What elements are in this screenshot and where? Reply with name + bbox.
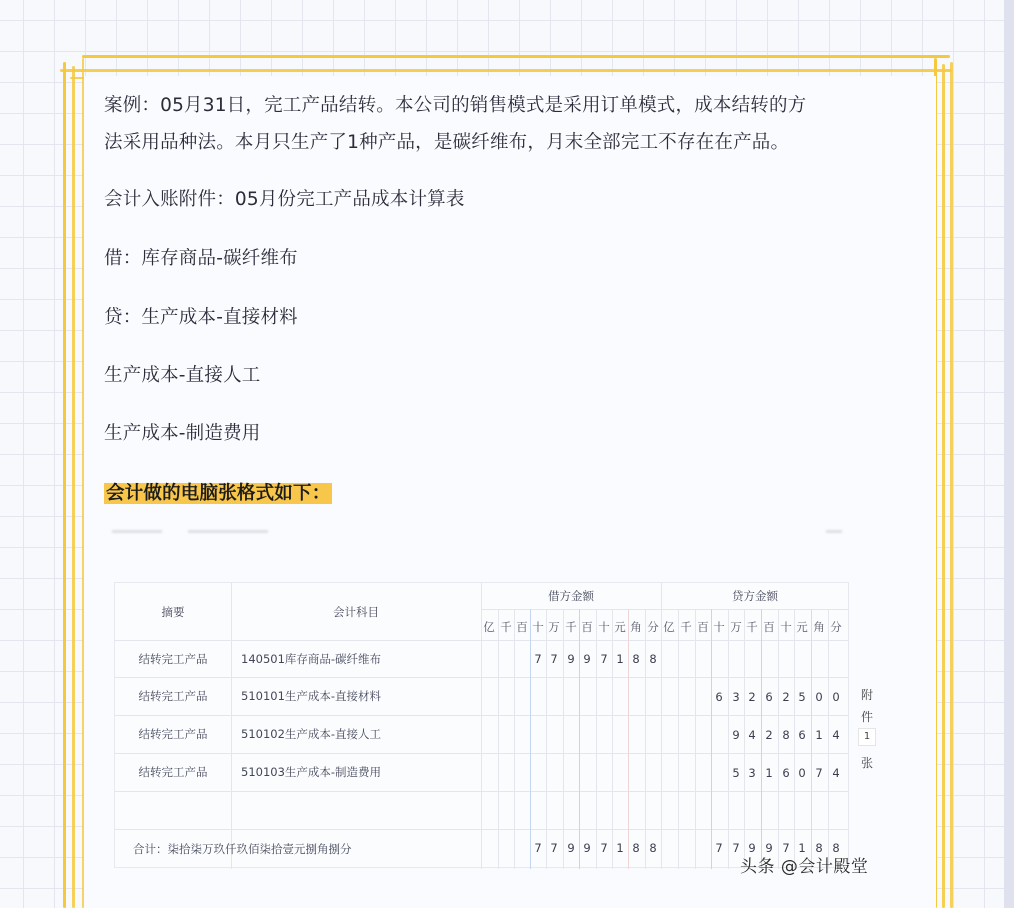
row-4-account: 510103生产成本-制造费用 [241, 765, 382, 779]
attachment-label-3: 张 [860, 756, 873, 770]
total-credit-digit: 8 [832, 841, 840, 855]
credit-unit-header: 十 [713, 620, 725, 634]
attachment-label-2: 件 [860, 710, 873, 724]
attachment-count: 1 [858, 728, 876, 746]
header-summary: 摘要 [161, 604, 185, 619]
credit-digit: 3 [748, 766, 756, 780]
credit-digit: 1 [815, 728, 823, 742]
total-credit-digit: 9 [765, 841, 773, 855]
debit-unit-header: 百 [581, 620, 593, 634]
blurred-text [826, 530, 842, 533]
attachment-label-1: 附 [860, 688, 873, 702]
row-3-summary: 结转完工产品 [138, 727, 208, 741]
debit-unit-header: 角 [630, 620, 642, 634]
credit-unit-header: 角 [813, 620, 825, 634]
blurred-text [188, 530, 268, 533]
credit-unit-header: 万 [730, 620, 742, 634]
credit-unit-header: 十 [780, 620, 792, 634]
credit-digit: 3 [732, 690, 740, 704]
credit-unit-header: 亿 [663, 620, 675, 634]
credit-digit: 2 [748, 690, 756, 704]
credit-unit-header: 千 [680, 620, 692, 634]
row-3-account: 510102生产成本-直接人工 [241, 727, 382, 741]
credit-entry-2: 生产成本-直接人工 [104, 365, 261, 386]
credit-digit: 0 [798, 766, 806, 780]
scrollbar[interactable] [1004, 0, 1014, 908]
total-credit-digit: 8 [815, 841, 823, 855]
debit-digit: 7 [534, 652, 542, 666]
total-debit-digit: 8 [649, 841, 657, 855]
credit-digit: 4 [832, 728, 840, 742]
header-debit-amount: 借方金额 [548, 589, 594, 603]
debit-unit-header: 千 [500, 620, 512, 634]
debit-digit: 9 [583, 652, 591, 666]
credit-unit-header: 百 [697, 620, 709, 634]
debit-unit-header: 百 [516, 620, 528, 634]
credit-digit: 5 [798, 690, 806, 704]
total-debit-digit: 1 [616, 841, 624, 855]
total-credit-digit: 9 [748, 841, 756, 855]
accounting-voucher-table [114, 582, 849, 868]
total-credit-digit: 7 [715, 841, 723, 855]
debit-digit: 8 [649, 652, 657, 666]
attachment-text: 会计入账附件：05月份完工产品成本计算表 [104, 189, 465, 210]
debit-digit: 1 [616, 652, 624, 666]
debit-unit-header: 分 [647, 620, 659, 634]
debit-unit-header: 千 [565, 620, 577, 634]
credit-digit: 7 [815, 766, 823, 780]
credit-digit: 8 [782, 728, 790, 742]
total-credit-digit: 7 [782, 841, 790, 855]
credit-digit: 6 [798, 728, 806, 742]
total-credit-digit: 1 [798, 841, 806, 855]
credit-digit: 4 [832, 766, 840, 780]
row-4-summary: 结转完工产品 [138, 765, 208, 779]
credit-unit-header: 分 [830, 620, 842, 634]
section-heading [104, 472, 332, 516]
credit-digit: 6 [765, 690, 773, 704]
credit-digit: 2 [782, 690, 790, 704]
case-description-line-1: 案例：05月31日，完工产品结转。本公司的销售模式是采用订单模式，成本结转的方 [104, 95, 807, 116]
credit-digit: 0 [832, 690, 840, 704]
debit-digit: 7 [550, 652, 558, 666]
credit-digit: 9 [732, 728, 740, 742]
total-credit-digit: 7 [732, 841, 740, 855]
debit-digit: 9 [567, 652, 575, 666]
debit-unit-header: 十 [532, 620, 544, 634]
watermark: 头条 @会计殿堂 [740, 857, 869, 877]
total-label: 合计：柒拾柒万玖仟玖佰柒拾壹元捌角捌分 [133, 842, 352, 856]
row-1-summary: 结转完工产品 [138, 651, 208, 666]
debit-digit: 7 [600, 652, 608, 666]
total-debit-digit: 7 [550, 841, 558, 855]
total-debit-digit: 9 [583, 841, 591, 855]
header-account: 会计科目 [333, 604, 379, 619]
credit-digit: 1 [765, 766, 773, 780]
total-debit-digit: 8 [632, 841, 640, 855]
credit-unit-header: 百 [763, 620, 775, 634]
credit-digit: 6 [782, 766, 790, 780]
row-1-account: 140501库存商品-碳纤维布 [241, 651, 382, 666]
highlighted-heading: 会计做的电脑张格式如下： [106, 483, 331, 504]
row-2-account: 510101生产成本-直接材料 [241, 689, 382, 703]
blurred-text [112, 530, 162, 533]
credit-digit: 2 [765, 728, 773, 742]
credit-digit: 0 [815, 690, 823, 704]
debit-entry: 借：库存商品-碳纤维布 [104, 248, 298, 269]
total-debit-digit: 7 [534, 841, 542, 855]
debit-digit: 8 [632, 652, 640, 666]
credit-digit: 4 [748, 728, 756, 742]
credit-digit: 6 [715, 690, 723, 704]
debit-unit-header: 亿 [483, 620, 495, 634]
debit-unit-header: 元 [614, 620, 626, 634]
case-description-line-2: 法采用品种法。本月只生产了1种产品，是碳纤维布，月末全部完工不存在在产品。 [104, 132, 790, 153]
credit-unit-header: 千 [746, 620, 758, 634]
credit-entry-1: 贷：生产成本-直接材料 [104, 307, 298, 328]
credit-digit: 5 [732, 766, 740, 780]
total-debit-digit: 7 [600, 841, 608, 855]
debit-unit-header: 十 [598, 620, 610, 634]
credit-entry-3: 生产成本-制造费用 [104, 423, 261, 444]
credit-unit-header: 元 [796, 620, 808, 634]
total-debit-digit: 9 [567, 841, 575, 855]
row-2-summary: 结转完工产品 [138, 689, 208, 703]
header-credit-amount: 贷方金额 [732, 589, 778, 603]
debit-unit-header: 万 [548, 620, 560, 634]
